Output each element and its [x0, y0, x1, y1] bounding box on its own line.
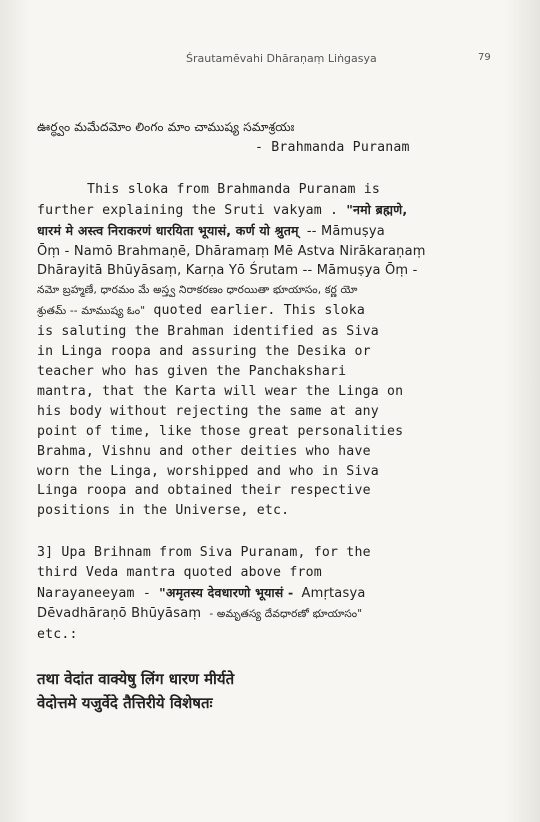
para1-line-17: positions in the Universe, etc.	[37, 503, 290, 519]
quote-attribution: - Brahmanda Puranam	[255, 139, 410, 155]
para1-line-7	[37, 301, 489, 322]
para2-line-2: third Veda mantra quoted above from	[37, 565, 322, 581]
para2-line-5: etc.:	[37, 626, 78, 642]
para1-line-13: point of time, like those great personalities	[37, 423, 404, 439]
para2-line-1: 3] Upa Brihnam from Siva Puranam, for the	[37, 545, 371, 561]
para1-line-9: in Linga roopa and assuring the Desika or	[37, 344, 371, 360]
para1-line-12: his body without rejecting the same at any	[37, 403, 379, 419]
para1-line-8: is saluting the Brahman identified as Siva	[37, 324, 379, 340]
spacer	[37, 645, 489, 667]
para1-line-6-telugu: నమో బ్రహ్మణే, ధారమం మే అస్త్వ నిరాకరణం ధారయితా భూయాసం, కర్ణ యో	[37, 284, 358, 297]
para1-line-3-translit: -- Māmuṣya	[306, 223, 385, 239]
para1-line-2-devanagari: "नमो ब्रह्मणे,	[346, 201, 408, 217]
page-number: 79	[478, 52, 491, 63]
para2-line-3	[37, 583, 489, 604]
para2-line-4-telugu: - అమృతస్య దేవధారణో భూయాసం"	[209, 607, 363, 620]
para1-line-3-devanagari: धारमं मे अस्त्व निराकरणं धारयिता भूयासं, कर्ण यो श्रुतम्	[37, 222, 299, 238]
para1-line-2	[37, 200, 489, 221]
para1-line-7-telugu: శ్రుతమ్ -- మాముష్య ఓం"	[37, 305, 146, 318]
para1-line-5: Dhārayitā Bhūyāsaṃ, Karṇa Yō Śrutam -- Māmuṣya Ōṃ -	[37, 263, 418, 279]
sanskrit-verse-line-1: तथा वेदांत वाक्येषु लिंग धारण मीर्यते	[37, 669, 235, 688]
running-header	[0, 52, 540, 72]
para1-line-15: worn the Linga, worshipped and who in Siva	[37, 463, 379, 479]
para1-line-2-text: further explaining the Sruti vakyam .	[37, 202, 339, 218]
spacer	[37, 158, 489, 180]
para1-line-4: Ōṃ - Namō Brahmaṇē, Dhāramaṃ Mē Astva Nirākaraṇaṃ	[37, 243, 426, 259]
spacer	[37, 521, 489, 543]
para1-line-7-text: quoted earlier. This sloka	[153, 303, 366, 319]
para2-line-3-translit: Amṛtasya	[301, 586, 366, 602]
para2-line-4-translit: Dēvadhāraṇō Bhūyāsaṃ	[37, 605, 202, 621]
para1-line-10: teacher who has given the Panchakshari	[37, 363, 347, 379]
page-body	[37, 118, 489, 715]
para1-line-16: Linga roopa and obtained their respective	[37, 483, 371, 499]
running-title: Śrautamēvahi Dhāraṇaṃ Liṅgasya	[186, 52, 377, 65]
para2-line-4	[37, 604, 489, 625]
para2-line-3-text: Narayaneeyam -	[37, 586, 151, 602]
sanskrit-verse-line-2: वेदोत्तमे यजुर्वेदे तैत्तिरीये विशेषतः	[37, 693, 213, 712]
para1-line-11: mantra, that the Karta will wear the Linga on	[37, 383, 404, 399]
para2-line-3-devanagari: "अमृतस्य देवधारणो भूयासं -	[159, 585, 294, 601]
para1-line-3	[37, 221, 489, 242]
quote-telugu-line: ఊర్ధ్వం మమేదమోం లింగం మాం చాముష్య సమాశ్రయః	[37, 120, 295, 134]
para1-line-1: This sloka from Brahmanda Puranam is	[87, 181, 381, 197]
para1-line-14: Brahma, Vishnu and other deities who have	[37, 443, 371, 459]
